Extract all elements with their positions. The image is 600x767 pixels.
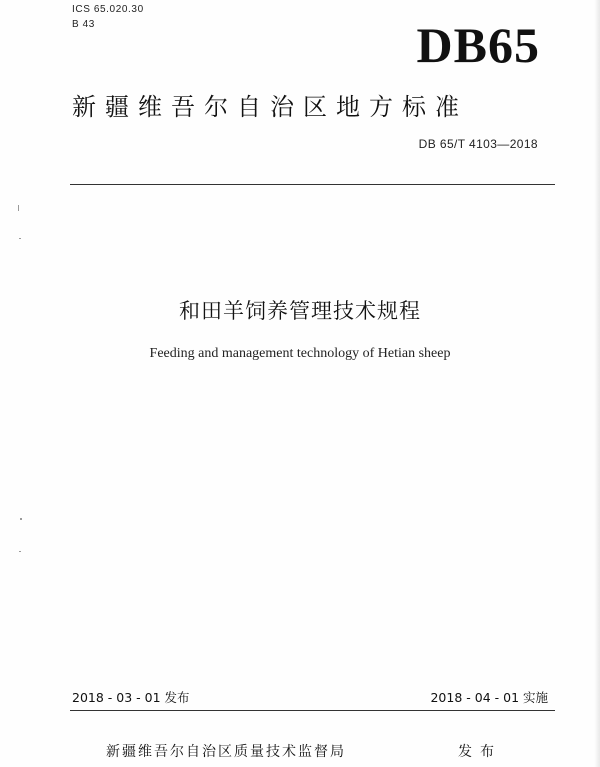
issuing-authority: 新疆维吾尔自治区质量技术监督局 [106, 744, 346, 760]
document-title-chinese: 和田羊饲养管理技术规程 [179, 299, 421, 323]
standard-type-heading: 新疆维吾尔自治区地方标准 [72, 93, 468, 121]
scan-speck [19, 551, 21, 552]
document-title-english: Feeding and management technology of Hetian sheep [149, 346, 451, 361]
ics-code: ICS 65.020.30 [72, 4, 144, 15]
scan-speck [20, 518, 22, 520]
top-divider [70, 184, 555, 185]
issue-date: 2018 - 03 - 01 发布 [72, 690, 190, 705]
standard-number: DB 65/T 4103—2018 [418, 137, 538, 151]
scan-edge-shadow [594, 0, 600, 767]
standard-mark: DB65 [416, 17, 540, 73]
ccs-code: B 43 [72, 19, 95, 30]
scan-speck [19, 238, 21, 239]
bottom-divider [70, 710, 555, 711]
scan-speck [18, 205, 19, 211]
implementation-date: 2018 - 04 - 01 实施 [430, 690, 548, 705]
issue-verb: 发布 [458, 744, 502, 760]
